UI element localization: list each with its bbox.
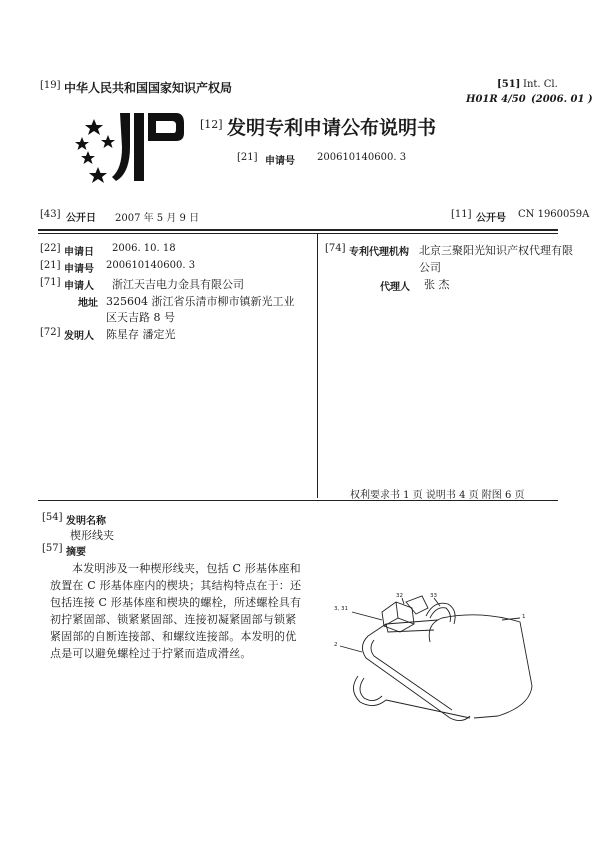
applicant-label: 申请人 — [64, 281, 94, 292]
wedge-clamp-figure — [330, 590, 535, 740]
star-icon — [89, 167, 107, 183]
agency-label: 专利代理机构 — [349, 247, 409, 258]
agent-value: 张 杰 — [424, 278, 450, 291]
abstract-text: 本发明涉及一种楔形线夹，包括 C 形基体座和放置在 C 形基体座内的楔块；其结构特点在于：还包括连接 C 形基体座和楔块的螺栓，所述螺栓具有初拧紧固部、锁紧紧固部、连接初凝紧固部与锁紧紧固部的自断连接部、和螺纹连接部。本发明的优点是可以避免螺栓过于拧紧而造成滑丝。 — [50, 562, 302, 660]
pub-date-code: [43] — [40, 209, 61, 220]
inventor-code: [72] — [40, 327, 61, 338]
lower-hook — [353, 676, 386, 706]
pub-date-label: 公开日 — [66, 213, 96, 224]
emblem-stroke — [148, 113, 184, 141]
top-rule-thin — [38, 233, 558, 234]
inventor-value: 陈星存 潘定光 — [106, 328, 176, 341]
figure-label-1: 1 — [522, 614, 526, 620]
column-divider — [317, 234, 318, 498]
invention-title: 楔形线夹 — [70, 529, 114, 542]
intcl-date: (2006. 01 ) — [531, 94, 593, 105]
app-no-code: [21] — [40, 260, 61, 271]
pub-date-value: 2007 年 5 月 9 日 — [115, 213, 200, 224]
emblem-stroke — [112, 113, 130, 181]
applicant-value: 浙江天吉电力金具有限公司 — [112, 278, 244, 291]
header-app-no-code: [21] — [237, 152, 258, 163]
filing-date-code: [22] — [40, 243, 61, 254]
app-no-label: 申请号 — [64, 264, 94, 275]
filing-date-value: 2006. 10. 18 — [112, 243, 176, 254]
title-code: [54] — [42, 512, 63, 523]
title-label: 发明名称 — [66, 516, 106, 527]
abstract-label: 摘要 — [66, 547, 86, 558]
agent-label: 代理人 — [380, 282, 410, 293]
top-rule — [38, 229, 558, 231]
inventor-label: 发明人 — [64, 331, 94, 342]
star-icon — [101, 135, 115, 148]
abstract-code: [57] — [42, 543, 63, 554]
page-counts: 权利要求书 1 页 说明书 4 页 附图 6 页 — [350, 490, 525, 501]
doc-type-code: [12] — [200, 118, 223, 131]
figure-label-3-31: 3, 31 — [334, 606, 348, 612]
pub-no-label: 公开号 — [476, 213, 506, 224]
filing-date-label: 申请日 — [64, 247, 94, 258]
agency-line-1: 北京三聚阳光知识产权代理有限 — [419, 244, 573, 257]
figure-label-2: 2 — [334, 642, 338, 648]
star-icon — [85, 119, 103, 135]
intcl-label: Int. Cl. — [523, 79, 558, 90]
conductor-outline — [442, 615, 532, 718]
figure-label-33: 33 — [430, 593, 437, 599]
bolt-head — [406, 596, 428, 614]
applicant-code: [71] — [40, 277, 61, 288]
address-label: 地址 — [78, 298, 98, 309]
intcl-value: H01R 4/50 — [466, 94, 526, 105]
pub-no-code: [11] — [451, 209, 472, 220]
star-icon — [81, 151, 95, 164]
star-icon — [75, 137, 89, 150]
doc-type-title: 发明专利申请公布说明书 — [227, 117, 437, 139]
intcl-code: [51] — [497, 79, 521, 90]
emblem-stroke — [134, 113, 144, 181]
c-base-outline — [362, 636, 470, 721]
office-name: 中华人民共和国国家知识产权局 — [64, 81, 233, 95]
address-line-2: 区天吉路 8 号 — [106, 311, 175, 324]
patent-office-emblem — [72, 107, 202, 187]
agency-code: [74] — [325, 243, 346, 254]
office-code: [19] — [40, 80, 61, 91]
app-no-value: 200610140600. 3 — [106, 260, 196, 271]
header-app-no-value: 200610140600. 3 — [317, 152, 407, 163]
header-app-no-label: 申请号 — [265, 156, 295, 167]
pub-no-value: CN 1960059A — [518, 209, 590, 220]
figure-label-32: 32 — [396, 593, 403, 599]
address-line-1: 325604 浙江省乐清市柳市镇新光工业 — [106, 295, 295, 308]
agency-line-2: 公司 — [419, 261, 441, 274]
